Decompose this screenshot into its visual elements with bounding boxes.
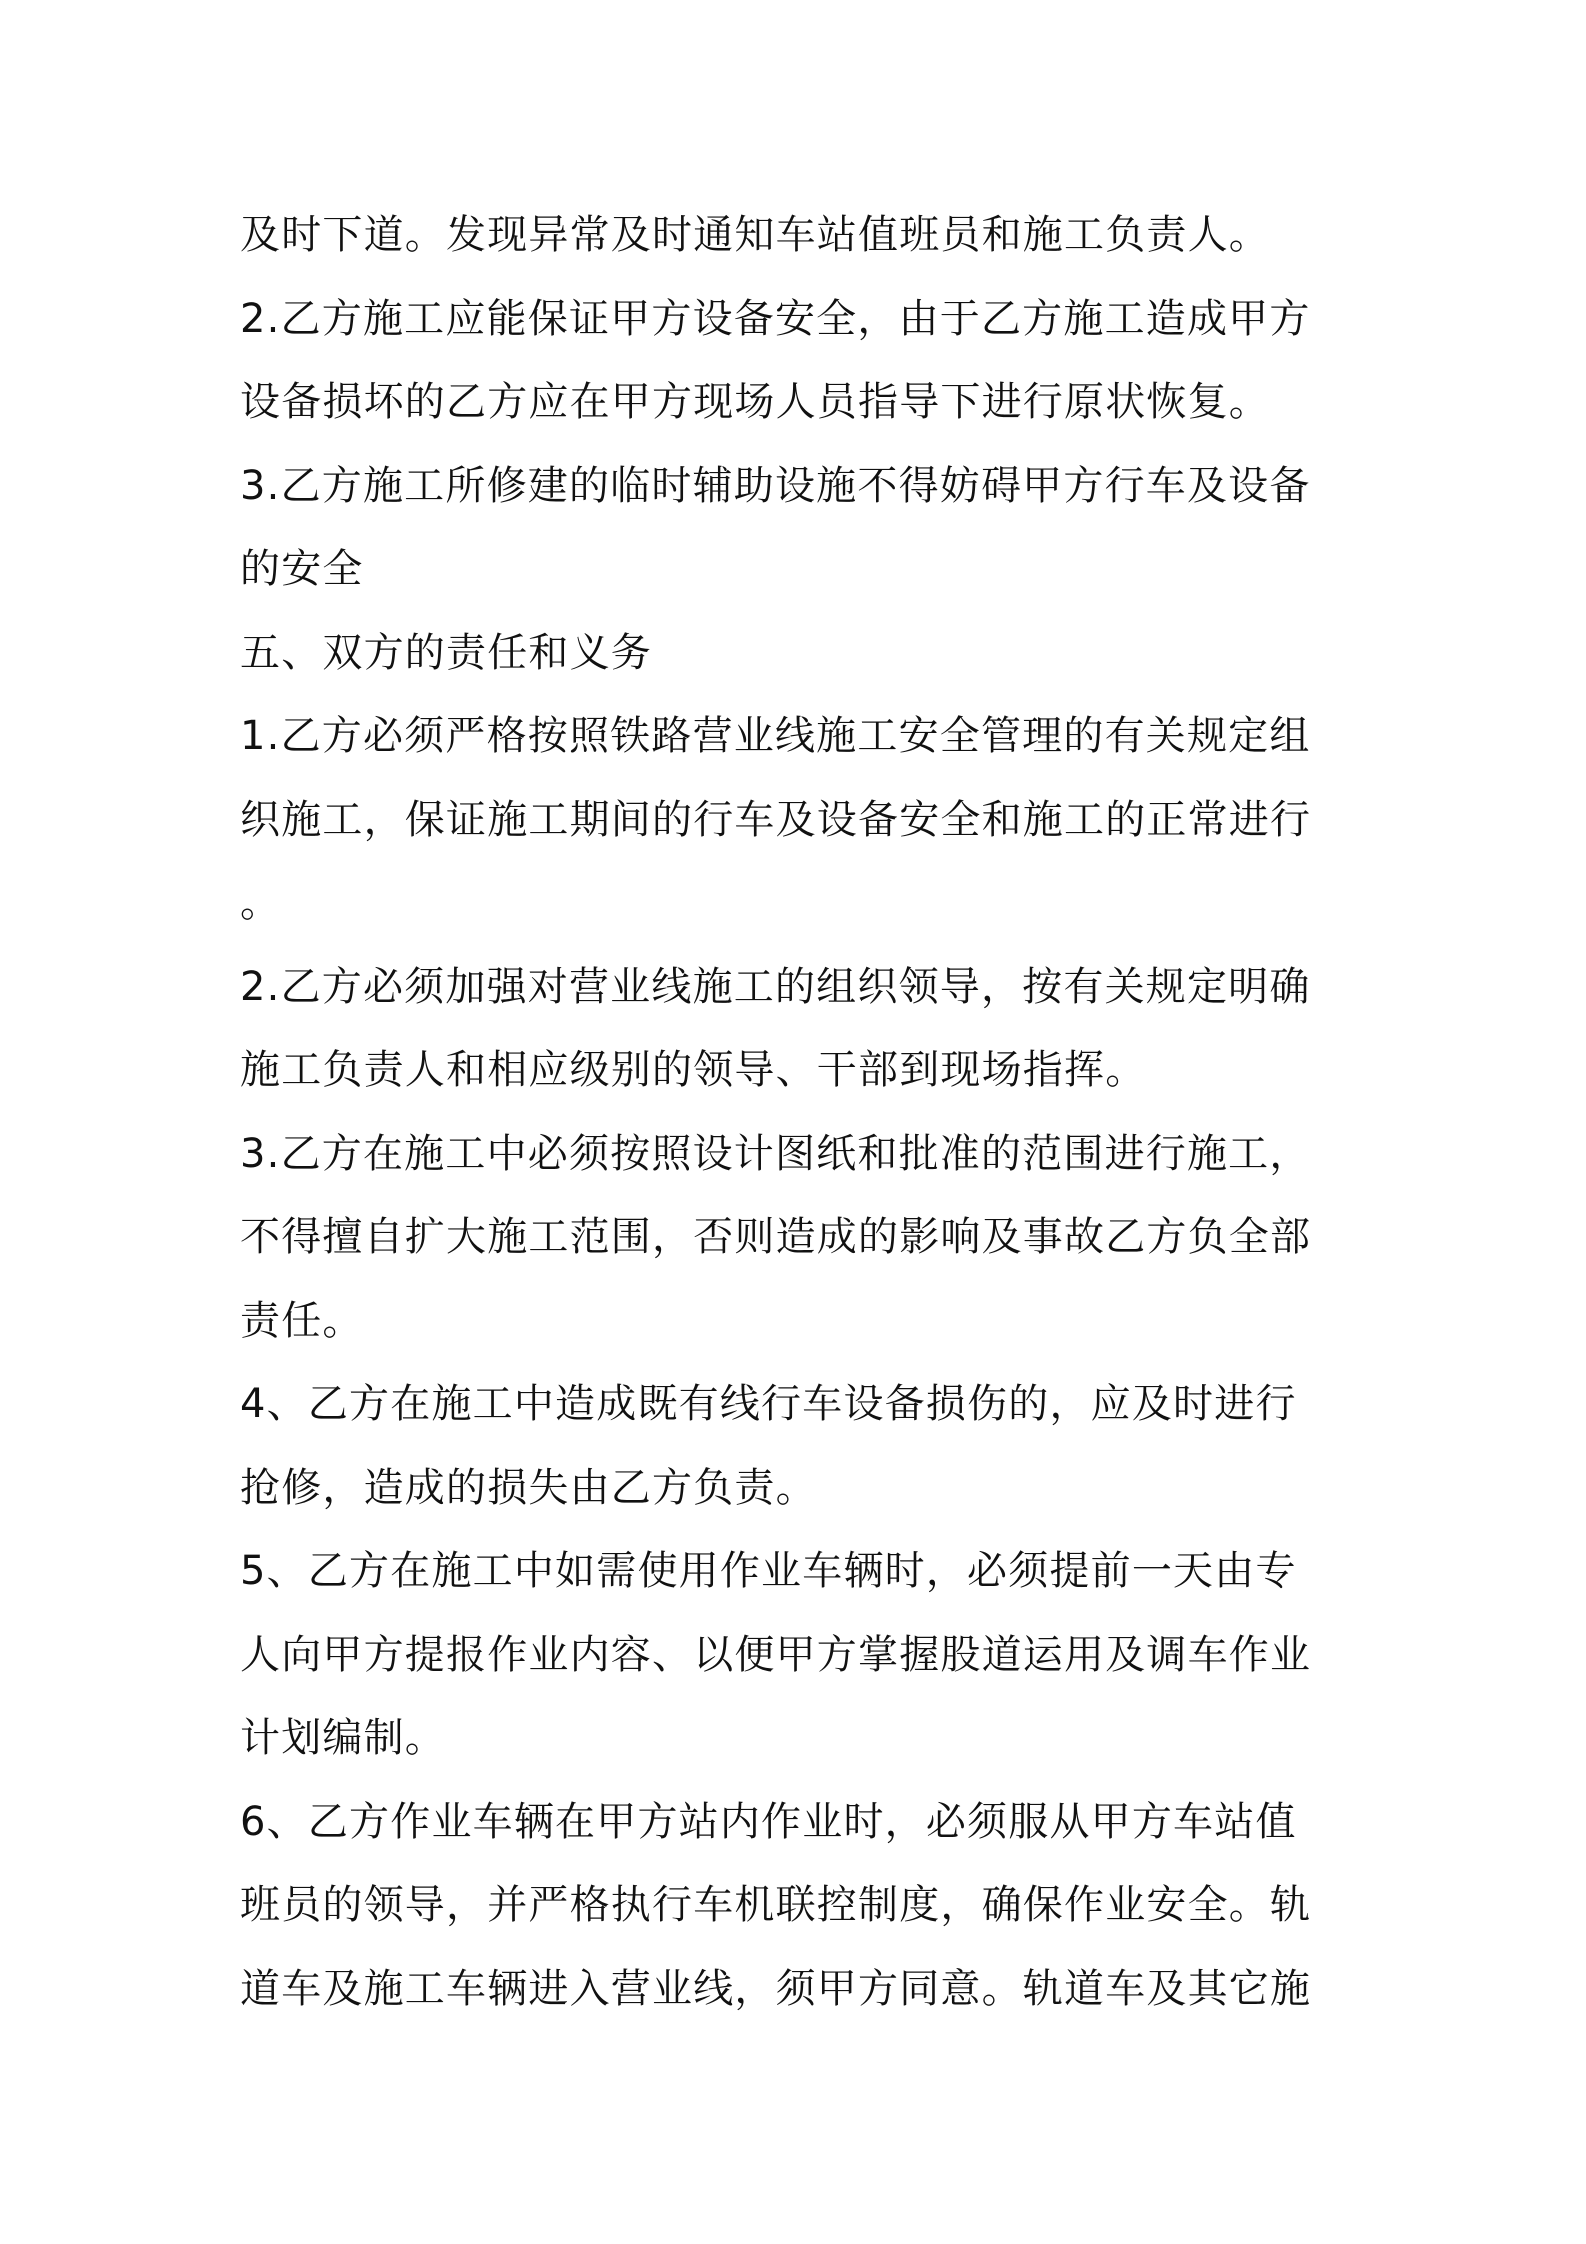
text-line: 责任。 — [240, 1297, 364, 1344]
text-line: 的安全 — [240, 546, 364, 592]
text-line: 2.乙方施工应能保证甲方设备安全，由于乙方施工造成甲方 — [240, 295, 1311, 342]
document-body — [240, 194, 1356, 2031]
section-heading: 五、双方的责任和义务 — [240, 629, 652, 676]
text-line: 抢修，造成的损失由乙方负责。 — [240, 1464, 817, 1511]
text-line: 5、乙方在施工中如需使用作业车辆时，必须提前一天由专 — [240, 1548, 1297, 1594]
text-line: 3.乙方施工所修建的临时辅助设施不得妨碍甲方行车及设备 — [240, 462, 1311, 509]
text-line: 施工负责人和相应级别的领导、干部到现场指挥。 — [240, 1047, 1147, 1093]
text-line: 4、乙方在施工中造成既有线行车设备损伤的，应及时进行 — [240, 1381, 1297, 1427]
text-line: 计划编制。 — [240, 1715, 446, 1761]
text-line: 班员的领导，并严格执行车机联控制度，确保作业安全。轨 — [240, 1882, 1312, 1928]
text-line: 。 — [240, 880, 282, 926]
text-line: 1.乙方必须严格按照铁路营业线施工安全管理的有关规定组 — [240, 713, 1311, 759]
text-line: 人向甲方提报作业内容、以便甲方掌握股道运用及调车作业 — [240, 1631, 1312, 1678]
text-line: 6、乙方作业车辆在甲方站内作业时，必须服从甲方车站值 — [240, 1798, 1297, 1845]
text-line: 3.乙方在施工中必须按照设计图纸和批准的范围进行施工， — [240, 1130, 1311, 1177]
text-line: 道车及施工车辆进入营业线，须甲方同意。轨道车及其它施 — [240, 1965, 1312, 2012]
text-line: 及时下道。发现异常及时通知车站值班员和施工负责人。 — [240, 212, 1270, 258]
text-line: 2.乙方必须加强对营业线施工的组织领导，按有关规定明确 — [240, 963, 1311, 1010]
text-line: 不得擅自扩大施工范围，否则造成的影响及事故乙方负全部 — [240, 1214, 1312, 1260]
text-line: 织施工，保证施工期间的行车及设备安全和施工的正常进行 — [240, 796, 1312, 843]
text-line: 设备损坏的乙方应在甲方现场人员指导下进行原状恢复。 — [240, 379, 1270, 425]
